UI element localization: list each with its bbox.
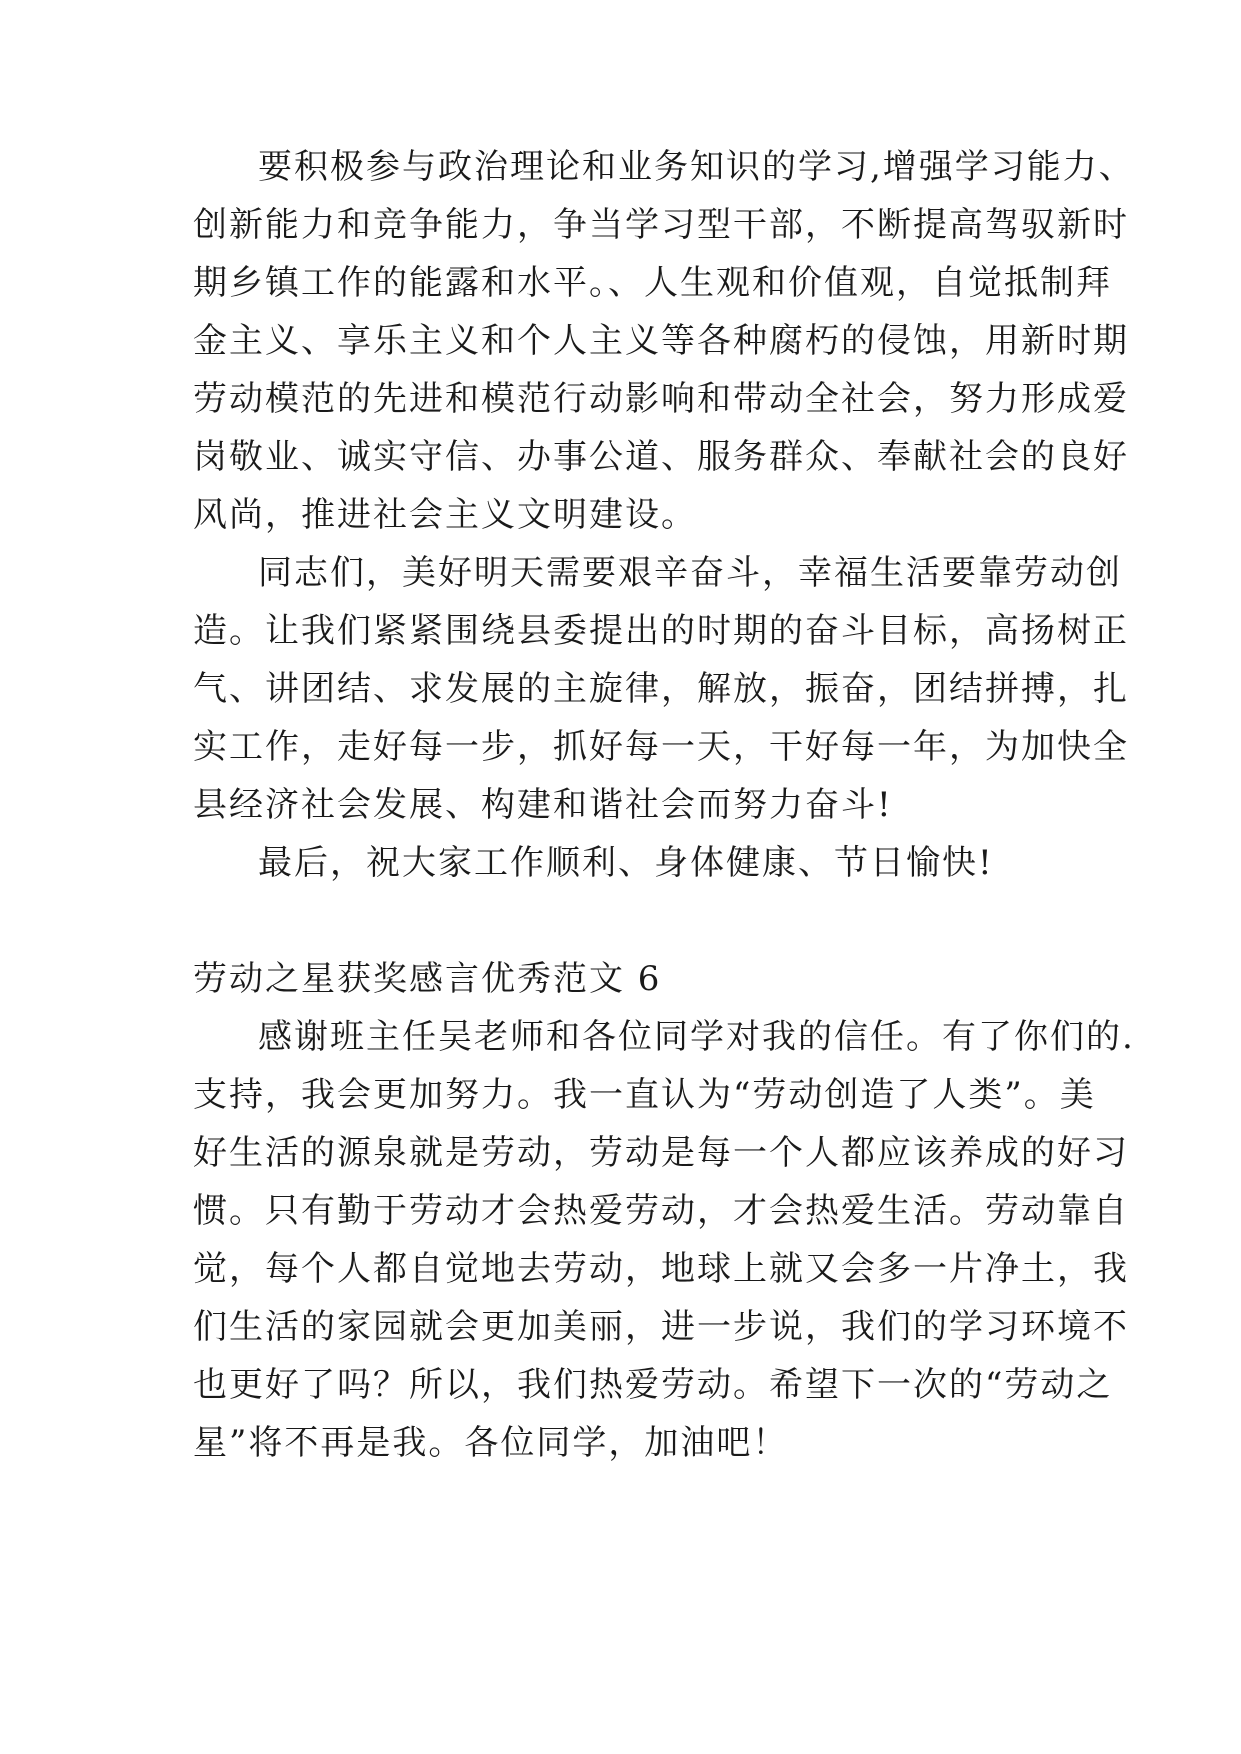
paragraph-2-line-3: 气、讲团结、求发展的主旋律，解放，振奋，团结拼搏，扎	[193, 669, 1129, 709]
paragraph-4-line-2: 支持，我会更加努力。我一直认为“劳动创造了人类”。美	[193, 1075, 1096, 1115]
section-heading: 劳动之星获奖感言优秀范文 6	[193, 959, 662, 999]
paragraph-4-line-3: 好生活的源泉就是劳动，劳动是每一个人都应该养成的好习	[193, 1133, 1129, 1173]
paragraph-2-line-1: 同志们，美好明天需要艰辛奋斗，幸福生活要靠劳动创	[258, 553, 1122, 593]
paragraph-2-line-2: 造。让我们紧紧围绕县委提出的时期的奋斗目标，高扬树正	[193, 611, 1129, 651]
paragraph-3-line-1: 最后，祝大家工作顺利、身体健康、节日愉快!	[258, 843, 994, 883]
paragraph-1-line-7: 风尚，推进社会主义文明建设。	[193, 495, 697, 535]
paragraph-4-line-5: 觉，每个人都自觉地去劳动，地球上就又会多一片净土，我	[193, 1249, 1129, 1289]
paragraph-4-line-8: 星”将不再是我。各位同学，加油吧！	[193, 1423, 789, 1463]
paragraph-2-line-5: 县经济社会发展、构建和谐社会而努力奋斗!	[193, 785, 893, 825]
paragraph-4-line-1: 感谢班主任吴老师和各位同学对我的信任。有了你们的.	[258, 1017, 1135, 1057]
paragraph-1-line-4: 金主义、享乐主义和个人主义等各种腐朽的侵蚀，用新时期	[193, 321, 1129, 361]
paragraph-1-line-1: 要积极参与政治理论和业务知识的学习,增强学习能力、	[258, 147, 1135, 187]
paragraph-4-line-4: 惯。只有勤于劳动才会热爱劳动，才会热爱生活。劳动靠自	[193, 1191, 1129, 1231]
paragraph-1-line-3: 期乡镇工作的能露和水平。、人生观和价值观，自觉抵制拜	[193, 263, 1112, 303]
paragraph-1-line-6: 岗敬业、诚实守信、办事公道、服务群众、奉献社会的良好	[193, 437, 1129, 477]
paragraph-1-line-5: 劳动模范的先进和模范行动影响和带动全社会，努力形成爱	[193, 379, 1129, 419]
paragraph-1-line-2: 创新能力和竞争能力，争当学习型干部，不断提高驾驭新时	[193, 205, 1129, 245]
paragraph-4-line-6: 们生活的家园就会更加美丽，进一步说，我们的学习环境不	[193, 1307, 1129, 1347]
paragraph-4-line-7: 也更好了吗？所以，我们热爱劳动。希望下一次的“劳动之	[193, 1365, 1113, 1405]
paragraph-2-line-4: 实工作，走好每一步，抓好每一天，干好每一年，为加快全	[193, 727, 1129, 767]
